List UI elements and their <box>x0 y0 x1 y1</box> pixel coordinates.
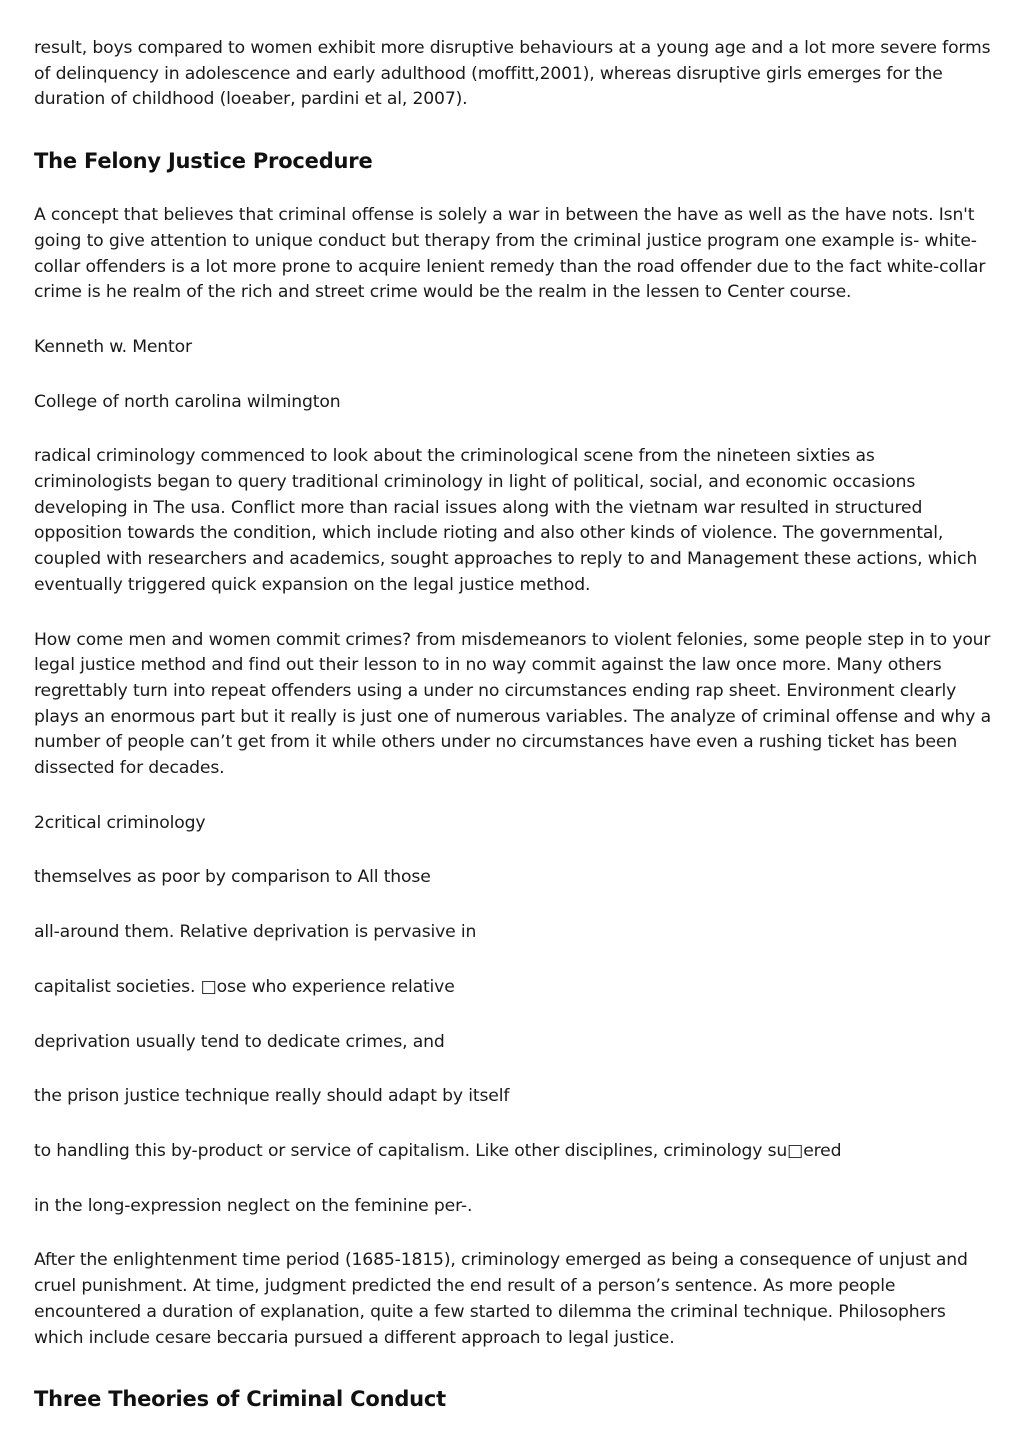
heading-three-theories: Three Theories of Criminal Conduct <box>34 1387 446 1412</box>
paragraph-conflict-concept: A concept that believes that criminal offense is solely a war in between the have as well as the have nots. Isn't going to give attention to unique conduct but therapy from the criminal justice program one example is- white-collar offenders is a lot more prone to acquire lenient remedy than the road offender due to the fact white-collar crime is he realm of the rich and street crime would be the realm in the lessen to Center course. <box>34 205 986 303</box>
paragraph-line-7: in the long-expression neglect on the feminine per-. <box>34 1195 473 1216</box>
paragraph-line-4: deprivation usually tend to dedicate crimes, and <box>34 1031 445 1052</box>
paragraph-why-commit-crimes: How come men and women commit crimes? from misdemeanors to violent felonies, some people step in to your legal justice method and find out their lesson to in no way commit against the law once more. Many others regrettably turn into repeat offenders using a under no circumstances ending rap sheet. Environment clearly plays an enormous part but it really is just one of numerous variables. The analyze of criminal offense and why a number of people can’t get from it while others under no circumstances have even a rushing ticket has been dissected for decades. <box>34 629 991 779</box>
document-body <box>34 36 994 1414</box>
paragraph-line-6: to handling this by-product or service of capitalism. Like other disciplines, criminology su□ered <box>34 1140 842 1161</box>
paragraph-college: College of north carolina wilmington <box>34 391 341 412</box>
heading-felony-justice: The Felony Justice Procedure <box>34 149 373 174</box>
paragraph-author: Kenneth w. Mentor <box>34 336 192 357</box>
paragraph-radical-criminology: radical criminology commenced to look about the criminological scene from the nineteen sixties as criminologists began to query traditional criminology in light of political, social, and economic occasions developing in The usa. Conflict more than racial issues along with the vietnam war resulted in structured opposition towards the condition, which include rioting and also other kinds of violence. The governmental, coupled with researchers and academics, sought approaches to reply to and Management these actions, which eventually triggered quick expansion on the legal justice method. <box>34 446 978 595</box>
paragraph-critical-criminology: 2critical criminology <box>34 812 206 833</box>
paragraph-intro: result, boys compared to women exhibit more disruptive behaviours at a young age and a lot more severe forms of delinquency in adolescence and early adulthood (moffitt,2001), whereas disruptive girls emerges for the duration of childhood (loeaber, pardini et al, 2007). <box>34 38 991 110</box>
paragraph-line-2: all-around them. Relative deprivation is pervasive in <box>34 922 477 943</box>
paragraph-enlightenment: After the enlightenment time period (1685-1815), criminology emerged as being a consequence of unjust and cruel punishment. At time, judgment predicted the end result of a person’s sentence. As more people encountered a duration of explanation, quite a few started to dilemma the criminal technique. Philosophers which include cesare beccaria pursued a different approach to legal justice. <box>34 1250 968 1348</box>
paragraph-line-1: themselves as poor by comparison to All those <box>34 867 431 888</box>
paragraph-line-5: the prison justice technique really should adapt by itself <box>34 1086 510 1107</box>
paragraph-line-3: capitalist societies. □ose who experience relative <box>34 976 455 997</box>
